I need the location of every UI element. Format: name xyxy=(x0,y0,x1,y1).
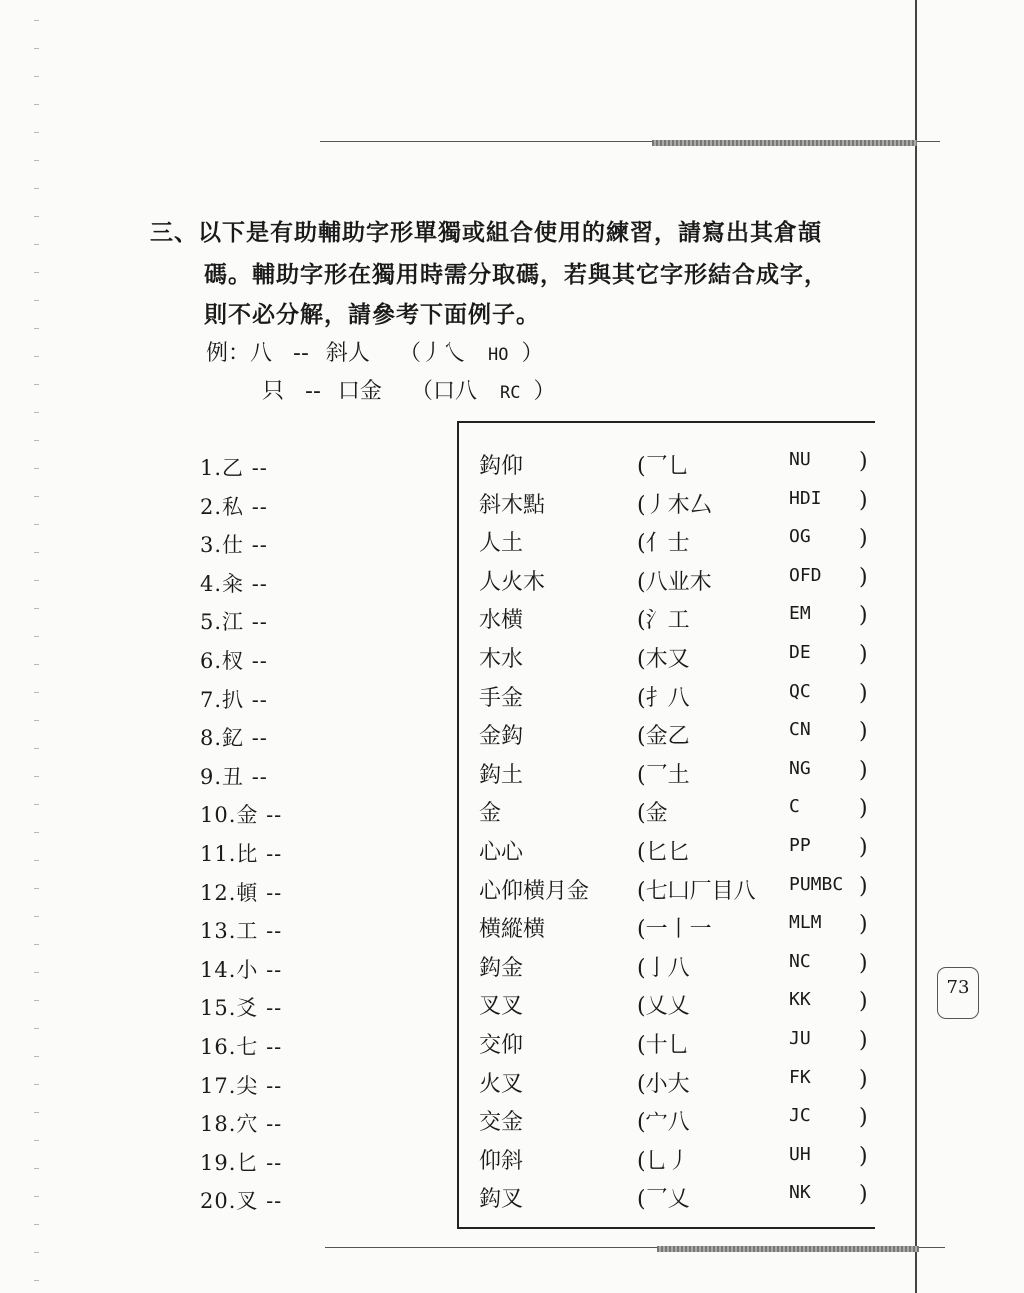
answer-row xyxy=(459,681,877,719)
answer-close: ) xyxy=(859,1105,868,1131)
answer-row xyxy=(459,758,877,796)
answer-row xyxy=(459,796,877,834)
question-item: 13.工 -- xyxy=(200,919,283,944)
perforation-speck xyxy=(34,76,39,77)
answer-row xyxy=(459,912,877,950)
answer-parts: 斜木點 xyxy=(479,492,546,518)
example-char: 只 xyxy=(262,379,285,404)
answer-parts: 鈎叉 xyxy=(479,1187,524,1213)
answer-code: JC xyxy=(789,1105,811,1127)
answer-shapes: (宀八 xyxy=(637,1110,690,1136)
perforation-speck xyxy=(34,188,39,189)
instruction-line-2: 碼。輔助字形在獨用時需分取碼，若與其它字形結合成字， xyxy=(204,262,828,288)
question-item: 7.扒 -- xyxy=(200,687,268,712)
answer-row xyxy=(459,835,877,873)
answer-row xyxy=(459,874,877,912)
example-shapes: 丿乀 xyxy=(420,341,465,366)
perforation-speck xyxy=(34,496,39,497)
answer-code: KK xyxy=(789,989,811,1011)
answer-code: JU xyxy=(789,1028,811,1049)
example-open: （ xyxy=(410,379,433,404)
answer-code: NG xyxy=(789,757,811,779)
question-item: 1.乙 -- xyxy=(200,456,268,480)
perforation-speck xyxy=(34,300,39,301)
example-close: ） xyxy=(533,379,556,404)
perforation-speck xyxy=(34,1196,39,1197)
perforation-speck xyxy=(34,1056,39,1057)
question-item: 20.叉 -- xyxy=(200,1189,283,1214)
answer-shapes: (匕匕 xyxy=(637,840,690,865)
question-item: 16.七 -- xyxy=(200,1035,283,1059)
perforation-speck xyxy=(34,160,39,161)
answer-code: NU xyxy=(789,449,811,470)
perforation-speck xyxy=(34,412,39,413)
answer-box xyxy=(457,421,875,1229)
question-item: 18.穴 -- xyxy=(200,1112,283,1137)
answer-code: FK xyxy=(789,1066,811,1088)
perforation-speck xyxy=(34,1224,39,1225)
answer-shapes: (乂乂 xyxy=(637,994,690,1020)
answer-parts: 交金 xyxy=(479,1110,524,1136)
answer-code: DE xyxy=(789,642,811,663)
answer-code: MLM xyxy=(789,912,822,934)
example-sep: -- xyxy=(305,379,321,404)
question-item: 14.小 -- xyxy=(200,957,283,982)
answer-parts: 交仰 xyxy=(479,1033,524,1058)
answer-shapes: (八业木 xyxy=(637,569,712,595)
answer-shapes: (丿木厶 xyxy=(637,492,712,518)
answer-parts: 手金 xyxy=(479,685,524,711)
answer-code: OG xyxy=(789,526,811,548)
answer-code: PP xyxy=(789,835,811,856)
answer-parts: 金鈎 xyxy=(479,724,524,750)
answer-parts: 水横 xyxy=(479,608,524,634)
perforation-speck xyxy=(34,832,39,833)
perforation-speck xyxy=(34,804,39,805)
question-item: 15.爻 -- xyxy=(200,996,283,1021)
perforation-speck xyxy=(34,580,39,581)
answer-shapes: (氵工 xyxy=(637,608,690,634)
page-number: 73 xyxy=(937,967,979,1019)
answer-code: NC xyxy=(789,950,811,972)
perforation-speck xyxy=(34,384,39,385)
question-item: 9.丑 -- xyxy=(200,764,268,789)
question-item: 11.比 -- xyxy=(200,842,283,866)
answer-close: ) xyxy=(859,757,868,783)
perforation-speck xyxy=(34,356,39,357)
example-row xyxy=(262,374,555,405)
answer-parts: 叉叉 xyxy=(479,994,524,1020)
answer-shapes: (金 xyxy=(637,801,668,827)
perforation-speck xyxy=(34,1084,39,1085)
answer-shapes: (小大 xyxy=(637,1071,690,1097)
perforation-speck xyxy=(34,748,39,749)
answer-row xyxy=(459,719,877,757)
answer-row xyxy=(459,603,877,641)
answer-parts: 鈎土 xyxy=(479,762,524,788)
answer-row xyxy=(459,1028,877,1066)
answer-close: ) xyxy=(859,1143,868,1169)
answer-code: EM xyxy=(789,603,811,625)
perforation-speck xyxy=(34,1000,39,1001)
perforation-speck xyxy=(34,328,39,329)
perforation-speck xyxy=(34,132,39,133)
answer-parts: 人火木 xyxy=(479,569,546,595)
right-border-line xyxy=(915,0,917,1293)
answer-parts: 鈎仰 xyxy=(479,454,524,479)
answer-close: ) xyxy=(859,1028,868,1053)
answer-parts: 心仰横月金 xyxy=(479,878,590,904)
perforation-speck xyxy=(34,636,39,637)
answer-close: ) xyxy=(859,835,868,860)
answer-shapes: (乛乂 xyxy=(637,1187,690,1213)
perforation-speck xyxy=(34,468,39,469)
answer-row xyxy=(459,526,877,564)
example-row xyxy=(206,336,543,367)
perforation-speck xyxy=(34,244,39,245)
answer-row xyxy=(459,1105,877,1143)
perforation-speck xyxy=(34,776,39,777)
answer-shapes: (亻士 xyxy=(637,531,690,557)
example-shapes: 口八 xyxy=(432,379,477,404)
answer-shapes: (乚丿 xyxy=(637,1148,690,1174)
answer-parts: 鈎金 xyxy=(479,955,524,981)
answer-row xyxy=(459,449,877,487)
answer-close: ) xyxy=(859,526,868,552)
perforation-speck xyxy=(34,860,39,861)
answer-close: ) xyxy=(859,719,868,745)
answer-close: ) xyxy=(859,680,868,706)
question-item: 5.江 -- xyxy=(200,610,268,635)
question-item: 6.杈 -- xyxy=(200,649,268,673)
perforation-speck xyxy=(34,1280,39,1281)
answer-shapes: (十乚 xyxy=(637,1033,690,1058)
example-parts: 斜人 xyxy=(325,341,370,366)
answer-parts: 横縱横 xyxy=(479,917,546,943)
answer-parts: 仰斜 xyxy=(479,1148,524,1174)
answer-code: CN xyxy=(789,719,811,741)
perforation-speck xyxy=(34,1168,39,1169)
instruction-line-1: 三、以下是有助輔助字形單獨或組合使用的練習，請寫出其倉頡 xyxy=(150,220,822,246)
answer-row xyxy=(459,565,877,603)
answer-close: ) xyxy=(859,1182,868,1208)
answer-close: ) xyxy=(859,989,868,1015)
answer-row xyxy=(459,488,877,526)
top-rule-bar xyxy=(652,140,917,146)
answer-code: C xyxy=(789,796,800,818)
answer-shapes: (金乙 xyxy=(637,724,690,750)
perforation-speck xyxy=(34,692,39,693)
answer-code: UH xyxy=(789,1143,811,1165)
instruction-line-3: 則不必分解，請參考下面例子。 xyxy=(204,302,540,328)
perforation-speck xyxy=(34,272,39,273)
question-item: 8.釔 -- xyxy=(200,726,268,751)
answer-row xyxy=(459,951,877,989)
answer-close: ) xyxy=(859,912,868,938)
answer-shapes: (乛土 xyxy=(637,762,690,788)
answer-parts: 心心 xyxy=(479,840,524,865)
answer-close: ) xyxy=(859,796,868,822)
answer-shapes: (一丨一 xyxy=(637,917,712,943)
example-open: （ xyxy=(398,341,421,366)
perforation-speck xyxy=(34,104,39,105)
perforation-speck xyxy=(34,944,39,945)
answer-row xyxy=(459,1144,877,1182)
perforation-speck xyxy=(34,1252,39,1253)
answer-row xyxy=(459,989,877,1027)
example-close: ） xyxy=(521,341,544,366)
answer-code: OFD xyxy=(789,564,822,586)
answer-close: ) xyxy=(859,642,868,667)
perforation-speck xyxy=(34,440,39,441)
perforation-speck xyxy=(34,216,39,217)
example-char: 八 xyxy=(250,341,273,366)
perforation-speck xyxy=(34,552,39,553)
question-item: 2.私 -- xyxy=(200,494,268,519)
answer-close: ) xyxy=(859,449,868,474)
example-label: 例： xyxy=(206,341,251,366)
perforation-speck xyxy=(34,916,39,917)
perforation-speck xyxy=(34,20,39,21)
answer-close: ) xyxy=(859,603,868,629)
perforation-speck xyxy=(34,1028,39,1029)
bottom-rule-bar xyxy=(657,1246,919,1252)
answer-parts: 人土 xyxy=(479,531,524,557)
answer-close: ) xyxy=(859,487,868,513)
answer-row xyxy=(459,1067,877,1105)
answer-parts: 火叉 xyxy=(479,1071,524,1097)
perforation-speck xyxy=(34,664,39,665)
example-code: RC xyxy=(499,383,521,403)
answer-close: ) xyxy=(859,564,868,590)
answer-code: NK xyxy=(789,1182,811,1204)
answer-shapes: (木又 xyxy=(637,647,690,672)
answer-close: ) xyxy=(859,873,868,899)
answer-shapes: (亅八 xyxy=(637,955,690,981)
perforation-speck xyxy=(34,972,39,973)
perforation-speck xyxy=(34,1112,39,1113)
answer-code: HDI xyxy=(789,487,822,509)
perforation-speck xyxy=(34,720,39,721)
example-sep: -- xyxy=(293,341,309,366)
answer-parts: 木水 xyxy=(479,647,524,672)
perforation-speck xyxy=(34,524,39,525)
answer-parts: 金 xyxy=(479,801,502,827)
example-code: HO xyxy=(487,345,509,365)
answer-shapes: (七凵厂目八 xyxy=(637,878,756,904)
question-item: 17.尖 -- xyxy=(200,1073,283,1098)
answer-row xyxy=(459,1182,877,1220)
answer-shapes: (扌八 xyxy=(637,685,690,711)
question-item: 4.籴 -- xyxy=(200,571,268,596)
perforation-speck xyxy=(34,1140,39,1141)
perforation-speck xyxy=(34,608,39,609)
question-item: 3.仕 -- xyxy=(200,533,268,558)
answer-code: QC xyxy=(789,680,811,702)
answer-close: ) xyxy=(859,1066,868,1092)
question-item: 10.金 -- xyxy=(200,803,283,828)
answer-row xyxy=(459,642,877,680)
answer-code: PUMBC xyxy=(789,873,844,895)
question-item: 19.匕 -- xyxy=(200,1150,283,1175)
answer-shapes: (乛乚 xyxy=(637,454,690,479)
example-parts: 口金 xyxy=(337,379,382,404)
question-item: 12.頓 -- xyxy=(200,880,283,905)
perforation-speck xyxy=(34,888,39,889)
answer-close: ) xyxy=(859,950,868,976)
perforation-speck xyxy=(34,48,39,49)
